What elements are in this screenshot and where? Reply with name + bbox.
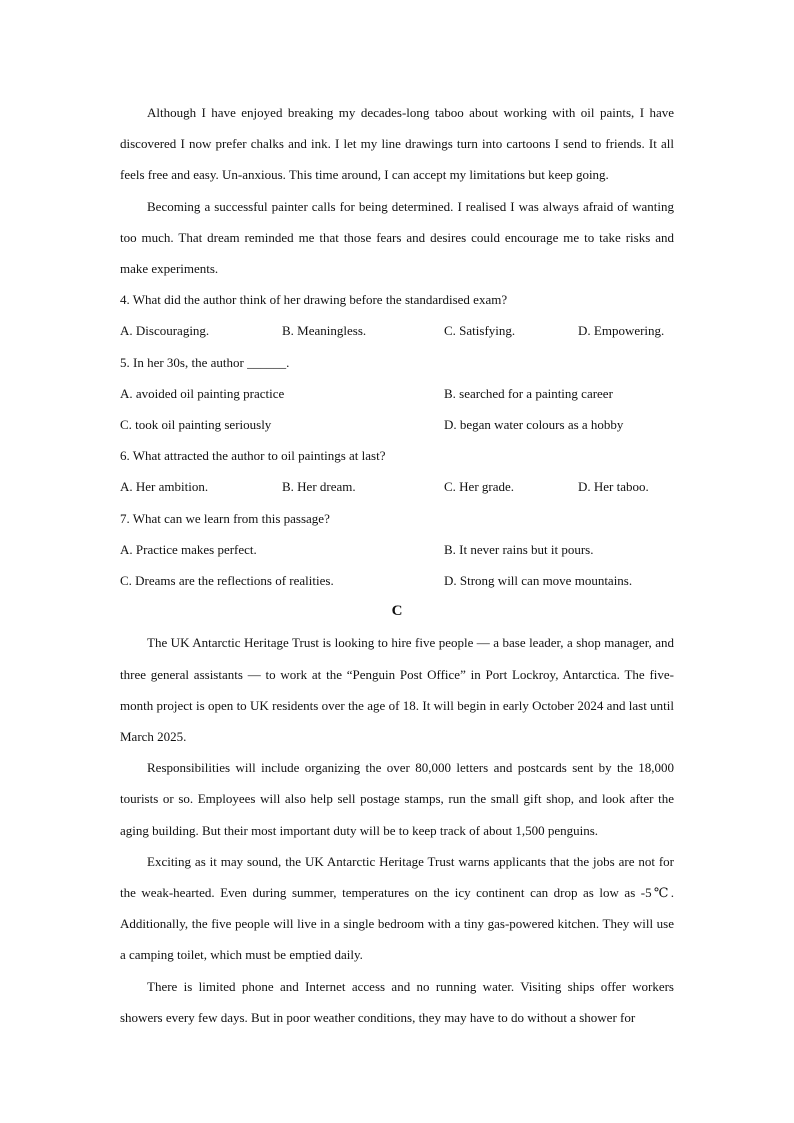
question-7-options-row-2	[120, 565, 674, 596]
question-6-options	[120, 471, 674, 502]
question-5-option-d: D. began water colours as a hobby	[444, 417, 624, 432]
section-c-paragraph-4: There is limited phone and Internet access and no running water. Visiting ships offer workers showers every few days. But in poor weather conditions, they may have to do without a shower for	[120, 978, 674, 1025]
passage-b-paragraph-2: Becoming a successful painter calls for being determined. I realised I was always afraid of wanting too much. That dream reminded me that those fears and desires could encourage me to take risks and make experiments.	[120, 198, 674, 277]
section-c-heading: C	[391, 603, 403, 620]
question-5-option-c: C. took oil painting seriously	[120, 417, 272, 432]
question-5-option-b: B. searched for a painting career	[444, 385, 613, 401]
section-c-paragraph-3: Exciting as it may sound, the UK Antarctic Heritage Trust warns applicants that the jobs are not for the weak-hearted. Even during summer, temperatures on the icy continent can drop as low as -5℃. Additionally, the five people will live in a single bedroom with a tiny gas-powered kitchen. They will use a camping toilet, which must be emptied daily.	[120, 853, 674, 963]
section-c-paragraph-2: Responsibilities will include organizing the over 80,000 letters and postcards sent by the 18,000 tourists or so. Employees will also help sell postage stamps, run the small gift shop, and look after the aging building. But their most important duty will be to keep track of about 1,500 penguins.	[120, 760, 674, 838]
question-7-options-row-1	[120, 534, 674, 565]
question-7	[120, 503, 674, 597]
section-c-paragraph-1: The UK Antarctic Heritage Trust is looking to hire five people — a base leader, a shop manager, and three general assistants — to work at the “Penguin Post Office” in Port Lockroy, Antarctica. The five-month project is open to UK residents over the age of 18. It will begin in early October 2024 and last until March 2025.	[120, 635, 674, 744]
question-6-stem: 6. What attracted the author to oil paintings at last?	[120, 448, 386, 464]
question-6-option-a: A. Her ambition.	[120, 479, 209, 495]
question-7-stem: 7. What can we learn from this passage?	[120, 510, 330, 526]
question-5-stem: 5. In her 30s, the author ______.	[120, 354, 290, 370]
question-6-option-b: B. Her dream.	[282, 479, 356, 495]
question-4	[120, 284, 674, 346]
question-4-stem: 4. What did the author think of her drawing before the standardised exam?	[120, 292, 508, 308]
question-7-option-c: C. Dreams are the reflections of realities.	[120, 572, 334, 588]
question-4-option-b: B. Meaningless.	[282, 323, 367, 339]
question-5-options-row-1	[120, 378, 674, 409]
document-page	[120, 97, 674, 1033]
question-7-option-b: B. It never rains but it pours.	[444, 541, 594, 557]
question-4-option-a: A. Discouraging.	[120, 323, 210, 339]
question-4-options	[120, 315, 674, 346]
question-4-option-c: C. Satisfying.	[444, 323, 516, 339]
question-6-option-c: C. Her grade.	[444, 479, 515, 495]
question-4-option-d: D. Empowering.	[578, 323, 665, 339]
passage-b-paragraph-1: Although I have enjoyed breaking my decades-long taboo about working with oil paints, I have discovered I now prefer chalks and ink. I let my line drawings turn into cartoons I send to friends. It all feels free and easy. Un-anxious. This time around, I can accept my limitations but keep going.	[120, 105, 674, 183]
question-5-option-a: A. avoided oil painting practice	[120, 385, 285, 401]
question-6-option-d: D. Her taboo.	[578, 479, 649, 495]
question-7-option-a: A. Practice makes perfect.	[120, 541, 257, 557]
question-5	[120, 347, 674, 441]
question-6	[120, 440, 674, 502]
question-5-options-row-2	[120, 409, 674, 440]
question-7-option-d: D. Strong will can move mountains.	[444, 572, 633, 588]
